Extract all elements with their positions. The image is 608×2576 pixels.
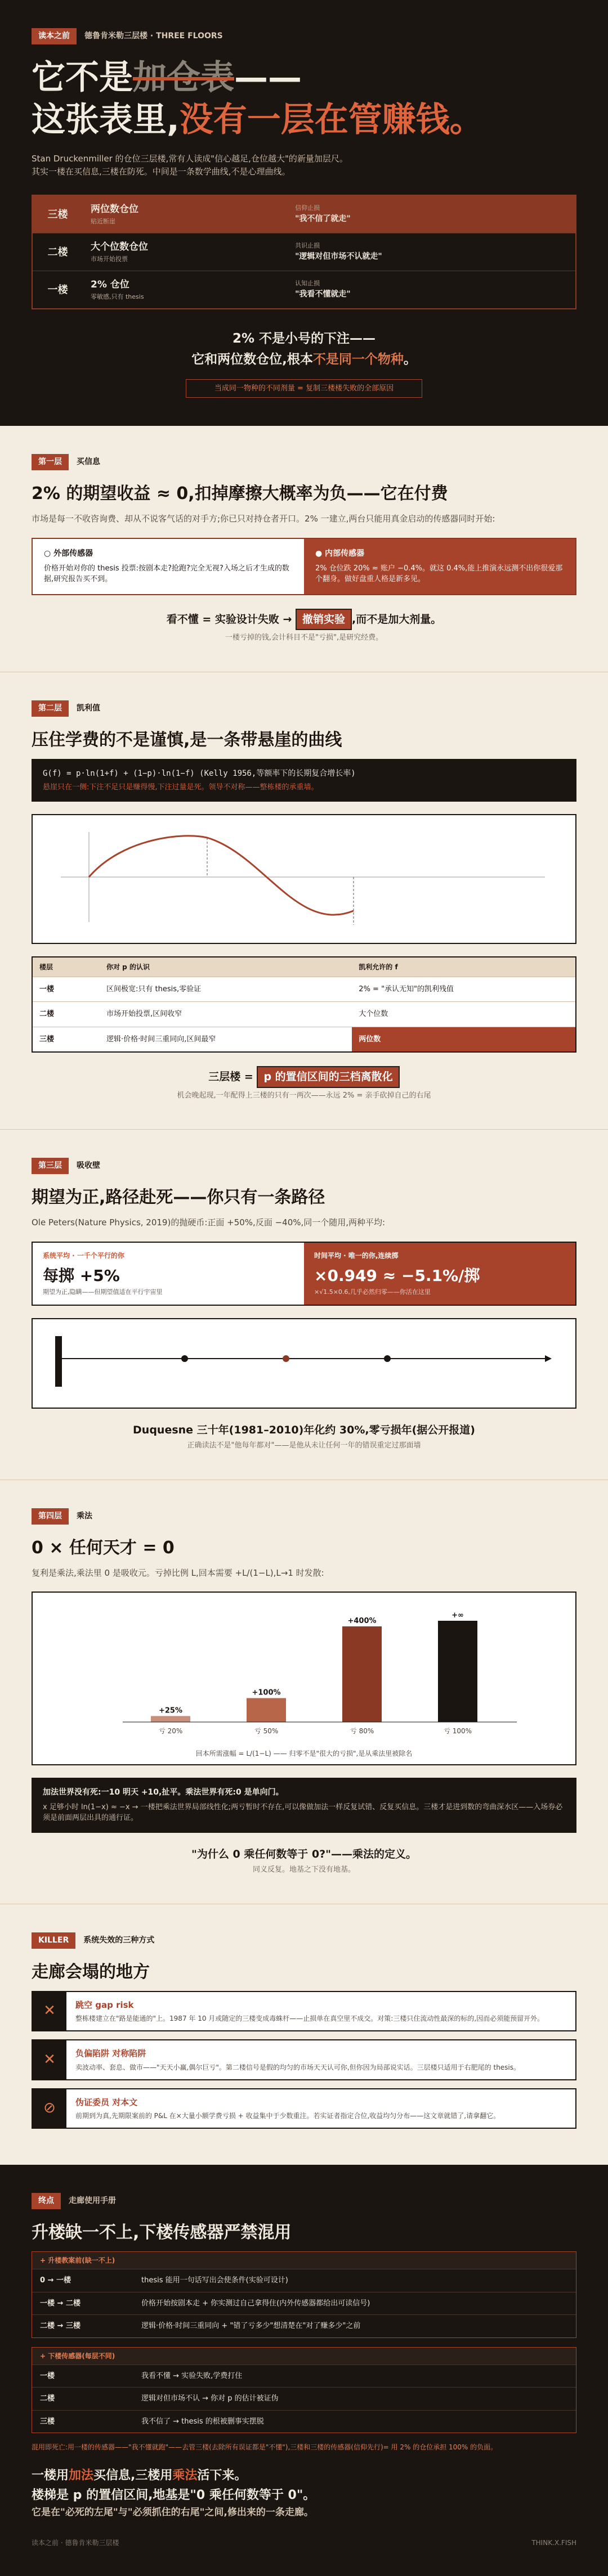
- s1-conclusion: 看不懂 = 实验设计失败 → 撤销实验 ,而不是加大剂量。: [32, 609, 576, 631]
- bar: [247, 1698, 286, 1723]
- kelly-formula: G(f) = p·ln(1+f) + (1−p)·ln(1−f) (Kelly 1956,等额率下的长期复合增长率) 悬崖只在一侧:下注不足只是赚得慢,下注过量是死。领导不对称——整栋楼的承重墙。: [32, 759, 576, 802]
- risk-list: [32, 1991, 576, 2129]
- bar: [438, 1621, 477, 1722]
- section-1: [0, 426, 608, 672]
- s3-conclusion-sub: 正确读法不是"他每年都对"——是他从未让任何一年的错误重定过那面墙: [187, 1441, 421, 1450]
- s5-tag-label: 系统失效的三种方式: [83, 1935, 155, 1945]
- upgrade-box: + 升楼教案前(缺一不上) 0 → 一楼 thesis 能用一句话写出会使条件(实验可设计) 一楼 → 二楼 价格开始按剧本走 + 你实测过自己拿得住(内外传感器都给出可读信号) 二楼 → 三楼 逻辑·价格·时间三重同向 + "错了亏多少"想清楚在"对了赚多少"之前: [32, 2251, 576, 2338]
- s2-tag: 第二层: [32, 700, 69, 717]
- multiplication-box: 加法世界没有死:一10 明天 +10,扯平。乘法世界有死:0 是单向门。 x 足够小时 ln(1−x) ≈ −x → 一楼把乘法世界局部线性化;两亏暂时不存在,可以像做加法一样反复试错、反复买信息。三楼才是进到数的弯曲深水区——入场券必须是前面两层出具的通行证。: [32, 1778, 576, 1833]
- bar-value-label: +100%: [252, 1688, 281, 1697]
- s1-tag-label: 买信息: [77, 457, 100, 467]
- section-3: [0, 1129, 608, 1480]
- bar-value-label: +400%: [347, 1617, 377, 1626]
- cross-icon: ✕: [33, 1992, 66, 2031]
- hero-title: 它不是加仓表—— 这张表里,没有一层在管赚钱。: [32, 58, 484, 140]
- risk-item: ✕ 负偏陷阱 对称陷阱 卖波动率、套息、做市——"天天小赢,偶尔巨亏"。第二楼信号是假的均匀的市场天天认可你,但你因为局部说实话。三层楼只适用于右肥尾的 thesis。: [32, 2039, 576, 2080]
- bar: [151, 1716, 190, 1722]
- s2-title: 压住学费的不是谨慎,是一条带悬崖的曲线: [32, 730, 342, 750]
- bar-category-label: 亏 50%: [254, 1727, 279, 1736]
- hero-pill: 当成同一物种的不同剂量 = 复制三楼楼失败的全部原因: [186, 379, 422, 398]
- cross-icon: ✕: [33, 2040, 66, 2079]
- sensor-cards: ○ 外部传感器 价格开始对你的 thesis 投票:按剧本走?抢跑?完全无视?入场之后才生成的数据,研究报告买不到。 ● 内部传感器 2% 仓位跌 20% ≈ 账户 −0.4%。就这 0.4%,能上推演永远测不出你很爱那个翻身。做好盘重人格是新多见。: [32, 538, 576, 595]
- footer: 读本之前 · 德鲁肯米勒三层楼 THINK.X.FISH: [32, 2538, 576, 2547]
- s6-tag: 终点: [32, 2193, 61, 2209]
- s1-tag: 第一层: [32, 454, 69, 470]
- section-6: [0, 2165, 608, 2576]
- bar-value-label: +∞: [451, 1611, 464, 1620]
- floor-row-3: 三楼 两位数仓位 贴近断崖 信仰止损 "我不信了就走": [32, 195, 576, 233]
- section-2: [0, 672, 608, 1130]
- s3-title: 期望为正,路径赴死——你只有一条路径: [32, 1188, 325, 1208]
- mixing-note: 混用即死亡:用一楼的传感器——"我不懂就跑"——去管三楼(去除所有误证都是"不懂"),三楼和三楼的传感器(信仰先行)= 用 2% 的仓位承担 100% 的负面。: [32, 2443, 498, 2452]
- s6-tag-label: 走廊使用手册: [69, 2196, 116, 2206]
- s1-title: 2% 的期望收益 ≈ 0,扣掉摩擦大概率为负——它在付费: [32, 484, 448, 504]
- s3-tag: 第三层: [32, 1158, 69, 1174]
- s2-conclusion: 三层楼 = p 的置信区间的三档离散化: [32, 1066, 576, 1088]
- hero-tag: 读本之前: [32, 28, 77, 44]
- s5-title: 走廊会塌的地方: [32, 1962, 150, 1982]
- s2-tag-label: 凯利值: [77, 703, 100, 713]
- risk-item: ✕ 跳空 gap risk 整栋楼建立在"路是能通的"上。1987 年 10 月或随定的三楼变成毒蛛杆——止损单在真空里不成交。对策:三楼只住流动性最深的标的,因而必须能预留开外。: [32, 1991, 576, 2032]
- s1-lead: 市场是每一不收咨询费、却从不说客气话的对手方;你已只对持仓者开口。2% 一建立,两台只能用真金启动的传感器同时开始:: [32, 514, 495, 524]
- s4-lead: 复利是乘法,乘法里 0 是吸收元。亏掉比例 L,回本需要 +L/(1−L),L→1 时发散:: [32, 1567, 324, 1578]
- bar-category-label: 亏 80%: [350, 1727, 374, 1736]
- recovery-chart: [32, 1592, 576, 1765]
- s4-tag: 第四层: [32, 1508, 69, 1525]
- path-diagram: [32, 1318, 576, 1409]
- s4-title: 0 × 任何天才 = 0: [32, 1537, 175, 1558]
- risk-item: ⊘ 伪证委员 对本文 前期到为真,先期限案前的 P&L 在×大量小额学费亏损 + 收益集中于少数重注。若实证者指定合位,收益均匀分布——这文章就错了,请拿翻它。: [32, 2088, 576, 2129]
- bar-category-label: 亏 100%: [443, 1727, 472, 1736]
- floors-table: [32, 195, 576, 309]
- s6-title: 升楼缺一不上,下楼传感器严禁混用: [32, 2223, 292, 2243]
- recovery-caption: 回本所需涨幅 = L/(1−L) —— 归零不是"很大的亏损",是从乘法里被除名: [195, 1749, 413, 1757]
- hero-tag-label: 德鲁肯米勒三层楼 · THREE FLOORS: [84, 32, 223, 41]
- bar-category-label: 亏 20%: [158, 1727, 183, 1736]
- hero-section: [0, 0, 608, 426]
- section-4: [0, 1480, 608, 1904]
- prohibit-icon: ⊘: [33, 2089, 66, 2128]
- hero-intro: Stan Druckenmiller 的仓位三层楼,常有人读成"信心越足,仓位越大"的新量加层尺。 其实一楼在买信息,三楼在防死。中间是一条数学曲线,不是心理曲线。: [32, 154, 348, 177]
- s5-tag: KILLER: [32, 1932, 75, 1949]
- floor-row-2: 二楼 大个位数仓位 市场开始投票 共识止损 "逻辑对但市场不认就走": [32, 233, 576, 271]
- bar: [342, 1626, 382, 1722]
- peters-comparison: 系统平均 · 一千个平行的你 每掷 +5% 期望为正,隐瞒——但期望值适在平行宇宙里 时间平均 · 唯一的你,连续掷 ×0.949 ≈ −5.1%/掷 ×√1.5×0.6,几乎必然归零——你活在这里: [32, 1242, 576, 1306]
- s2-conclusion-sub: 机会晚起现,一年配得上三楼的只有一两次——永远 2% = 亲手砍掉自己的右尾: [177, 1091, 431, 1100]
- bar-value-label: +25%: [158, 1706, 183, 1715]
- s1-conclusion-sub: 一楼亏掉的钱,会计科目不是"亏损",是研究经费。: [225, 633, 383, 642]
- floor-row-1: 一楼 2% 仓位 零敏感,只有 thesis 认知止损 "我看不懂就走": [32, 271, 576, 309]
- s4-quote-sub: 同义反复。地基之下没有地基。: [252, 1865, 355, 1874]
- kelly-curve: [32, 814, 576, 944]
- s4-quote: "为什么 0 乘任何数等于 0?"——乘法的定义。: [191, 1847, 417, 1860]
- s3-lead: Ole Peters(Nature Physics, 2019)的抛硬币:正面 +50%,反面 −40%,同一个随用,两种平均:: [32, 1217, 386, 1228]
- section-5: [0, 1904, 608, 2165]
- kelly-table: 楼层 你对 p 的认识 凯利允许的 f 一楼 区间极宽:只有 thesis,零验证 2% = "承认无知"的凯利残值 二楼 市场开始投票,区间收窄 大个位数 三楼 逻辑·价格·时间三重同向,区间最窄 两位数: [32, 956, 576, 1053]
- downgrade-box: + 下楼传感器(每层不同) 一楼 我看不懂 → 实验失败,学费打住 二楼 逻辑对但市场不认 → 你对 p 的估计被证伪 三楼 我不信了 → thesis 的根被删事实摆脱: [32, 2347, 576, 2434]
- s4-tag-label: 乘法: [77, 1511, 92, 1521]
- s3-conclusion: Duquesne 三十年(1981–2010)年化约 30%,零亏损年(据公开报道): [133, 1423, 475, 1436]
- hero-statement: 2% 不是小号的下注—— 它和两位数仓位,根本不是同一个物种。: [191, 331, 417, 367]
- takeaway: 一楼用加法买信息,三楼用乘法活下来。 楼梯是 p 的置信区间,地基是"0 乘任何数等于 0"。 它是在"必死的左尾"与"必须抓住的右尾"之间,修出来的一条走廊。: [32, 2469, 316, 2519]
- s3-tag-label: 吸收壁: [77, 1161, 100, 1171]
